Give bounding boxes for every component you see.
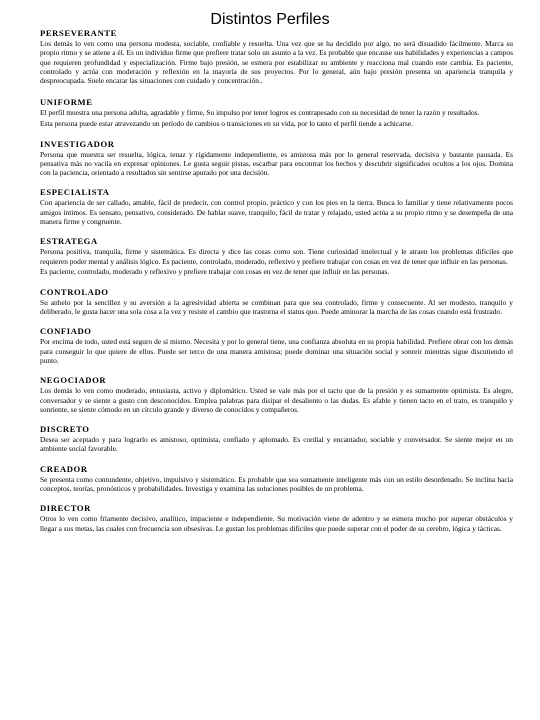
profile-paragraph: Se presenta como contundente, objetivo, impulsivo y sistemático. Es probable que sea sumamente inteligente más con un estilo desordenado. Se inclina hacia conceptos, teorías, pronósticos y probabilidades. Investiga y examina las soluciones posibles de un problema. — [40, 474, 513, 494]
profile-paragraph: Por encima de todo, usted está seguro de sí mismo. Necesita y por lo general tiene, una confianza absoluta en su propia habilidad. Prefiere obrar con los demás para conseguir lo que quiere de ellos. Puede ser terco de una manera amistosa; puede dominar una situación social y sonreír mientras sigue discutiendo el punto. — [40, 337, 513, 365]
profile-paragraph: Con apariencia de ser callado, amable, fácil de predecir, con control propio, práctico y con los pies en la tierra. Busca lo familiar y tiene relativamente pocos amigos íntimos. Es sensato, pensativo, considerado. De hablar suave, tranquilo, fácil de tratar y relajado, usted actúa a su propio ritmo y se desempeña de una manera firme y congruente. — [40, 198, 513, 227]
profile-paragraph: Esta persona puede estar atravezando un período de cambios o transiciones en su vida, por lo tanto el perfil tiende a achicarse. — [40, 119, 413, 129]
profile-uniforme — [40, 97, 513, 128]
profile-perseverante — [40, 28, 513, 85]
profile-heading: DIRECTOR — [40, 503, 91, 514]
profile-controlado — [40, 287, 513, 317]
profile-paragraph: Persona que muestra ser resuelta, lógica, tenaz y rígidamente independiente, es amistosa más por lo general reservada, decisiva y bastante pausada. Es pensativa más no vacila en expresar opiniones. Le gusta seguir pistas, escarbar para encontrar los hechos y descubrir significados ocultos a los ojos. Domina con la paciencia, orientado a resultados sin sentirse apurado por una decisión. — [40, 149, 513, 178]
profile-paragraph: Desea ser aceptado y para lograrlo es amistoso, optimista, confiado y aplomado. Es cordial y encantador, sociable y conversador. Se siente mejor en un ambiente social favorable. — [40, 435, 513, 454]
profile-paragraph: Otros lo ven como fríamente decisivo, analítico, impaciente e independiente. Su motivación viene de adentro y se esmera mucho por superar obstáculos y llegar a sus metas, las cuales con frecuencia son obsesivas. Le gustan los problemas difíciles que puede superar con el poder de su cerebro, lógica y tácticas. — [40, 514, 513, 533]
profile-creador — [40, 464, 513, 494]
profile-paragraph: Persona positiva, tranquila, firme y sistemática. Es directa y dice las cosas como son. Tiene curiosidad intelectual y le atraen los problemas difíciles que requieren poder mental y análisis lógico. Es paciente, controlado, moderado, reflexivo y prefiere trabajar con cosas en vez de tener que influir en las personas. — [40, 247, 513, 266]
profile-paragraph: El perfil muestra una persona adulta, agradable y firme, Su impulso por tener logros es contrapesado con su necesidad de tener la razón y resultados. — [40, 108, 480, 118]
profile-negociador — [40, 375, 513, 414]
document-title: Distintos Perfiles — [210, 11, 330, 28]
profile-estratega — [40, 236, 513, 276]
profile-director — [40, 503, 513, 533]
profile-heading: INVESTIGADOR — [40, 138, 115, 149]
profile-especialista — [40, 187, 513, 226]
profile-heading: ESTRATEGA — [40, 236, 98, 247]
profile-paragraph: Los demás lo ven como moderado, entusiasta, activo y diplomático. Usted se vale más por el tacto que de la presión y es sumamente optimista. Es alegre, conversador y se siente a gusto con desconocidos. Emplea palabras para disipar el desaliento o las dudas. Es afable y tienen tacto en el trato, es tranquilo y sonriente, se siente cómodo en un círculo grande y diverso de conocidos y compañeros. — [40, 386, 513, 414]
profile-heading: PERSEVERANTE — [40, 28, 117, 38]
profile-paragraph: Su anhelo por la sencillez y su aversión a la agresividad abierta se combinan para que sea controlado, firme y consecuente. Al ser modesto, tranquilo y deliberado, le gusta hacer una sola cosa a la vez y resiste el cambio que trastorna el status quo. Puede aminorar la marcha de las cosas cuando está frustrado. — [40, 297, 513, 317]
profile-paragraph: Los demás lo ven como una persona modesta, sociable, confiable y resuelta. Una vez que se ha decidido por algo, no será disuadido fácilmente. Marca su propio ritmo y se atiene a él. Es un individuo firme que prefiere tratar solo un asunto a la vez. Es probable que encause sus habilidades y experiencias a campos que requieren profundidad y especialización. Firme bajo presión, se esmera por estabilizar su ambiente y reacciona mal cuando este cambia. Es paciente, controlado y actúa con moderación y reflexión en la mayoría de sus proyectos. Por lo general, aún bajo presión presenta un apariencia tranquila y despreocupada. Suele encarar las situaciones con cuidado y concentración.. — [40, 39, 513, 86]
profile-heading: CONTROLADO — [40, 286, 109, 297]
profile-heading: DISCRETO — [40, 424, 90, 435]
profile-investigador — [40, 139, 513, 178]
profile-heading: CREADOR — [40, 463, 88, 474]
profile-heading: NEGOCIADOR — [40, 375, 107, 386]
profile-confiado — [40, 326, 513, 365]
profile-heading: UNIFORME — [40, 97, 93, 108]
profile-heading: CONFIADO — [40, 326, 92, 337]
profile-heading: ESPECIALISTA — [40, 187, 110, 198]
profile-paragraph: Es paciente, controlado, moderado y reflexivo y prefiere trabajar con cosas en vez de tener que influir en las personas. — [40, 267, 390, 277]
profile-discreto — [40, 424, 513, 454]
profile-list — [40, 28, 513, 534]
